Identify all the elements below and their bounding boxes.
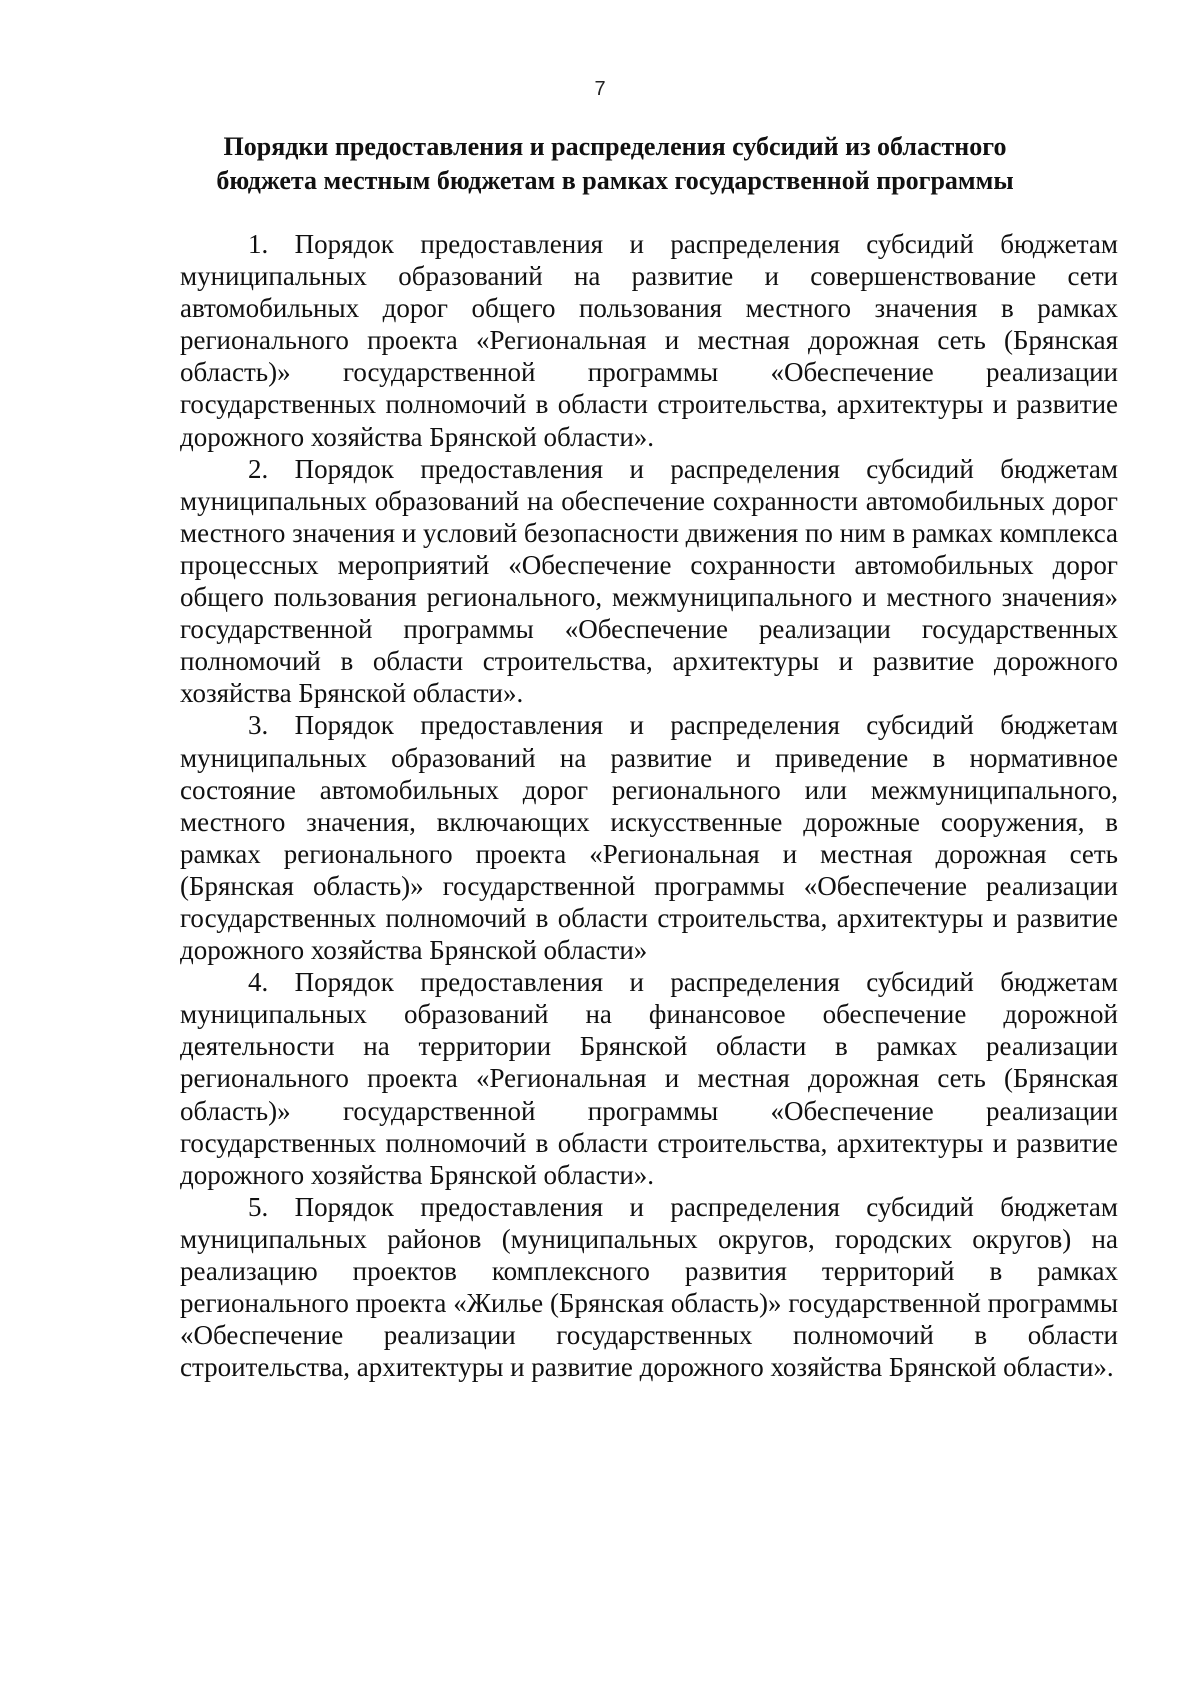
- list-item-1: 1. Порядок предоставления и распределения субсидий бюджетам муниципальных образований на развитие и совершенствование сети автомобильных дорог общего пользования местного значения в рамках регионального проекта «Региональная и местная дорожная сеть (Брянская область)» государственной программы «Обеспечение реализации государственных полномочий в области строительства, архитектуры и развитие дорожного хозяйства Брянской области».: [180, 229, 1118, 452]
- list-item-3: 3. Порядок предоставления и распределения субсидий бюджетам муниципальных образований на развитие и приведение в нормативное состояние автомобильных дорог регионального или межмуниципального, местного значения, включающих искусственные дорожные сооружения, в рамках регионального проекта «Региональная и местная дорожная сеть (Брянская область)» государственной программы «Обеспечение реализации государственных полномочий в области строительства, архитектуры и развитие дорожного хозяйства Брянской области»: [180, 710, 1118, 966]
- list-item-4: 4. Порядок предоставления и распределения субсидий бюджетам муниципальных образований на финансовое обеспечение дорожной деятельности на территории Брянской области в рамках реализации регионального проекта «Региональная и местная дорожная сеть (Брянская область)» государственной программы «Обеспечение реализации государственных полномочий в области строительства, архитектуры и развитие дорожного хозяйства Брянской области».: [180, 967, 1118, 1190]
- heading-line-2: бюджета местным бюджетам в рамках государственной программы: [216, 166, 1014, 195]
- list-item-2: 2. Порядок предоставления и распределения субсидий бюджетам муниципальных образований на обеспечение сохранности автомобильных дорог местного значения и условий безопасности движения по ним в рамках комплекса процессных мероприятий «Обеспечение сохранности автомобильных дорог общего пользования регионального, межмуниципального и местного значения» государственной программы «Обеспечение реализации государственных полномочий в области строительства, архитектуры и развитие дорожного хозяйства Брянской области».: [180, 453, 1118, 709]
- page-number: 7: [594, 78, 606, 100]
- document-heading: [150, 130, 1080, 198]
- heading-line-1: Порядки предоставления и распределения субсидий из областного: [223, 132, 1007, 161]
- document-body: [180, 228, 1118, 1383]
- list-item-5: 5. Порядок предоставления и распределения субсидий бюджетам муниципальных районов (муниципальных округов, городских округов) на реализацию проектов комплексного развития территорий в рамках регионального проекта «Жилье (Брянская область)» государственной программы «Обеспечение реализации государственных полномочий в области строительства, архитектуры и развитие дорожного хозяйства Брянской области».: [180, 1191, 1118, 1383]
